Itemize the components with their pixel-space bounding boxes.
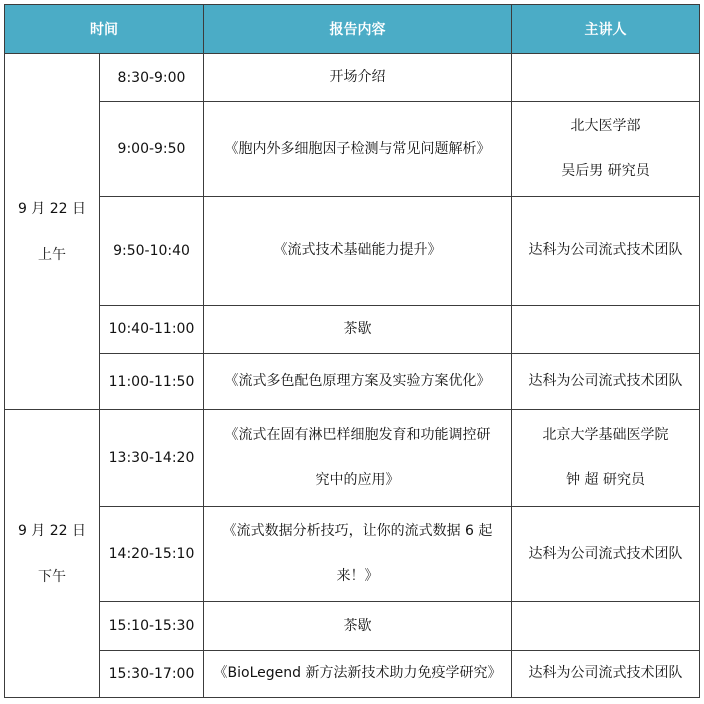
table-row bbox=[5, 650, 700, 697]
session-period: 下午 bbox=[38, 568, 66, 585]
header-row bbox=[5, 5, 700, 54]
session-cell-morning bbox=[5, 54, 100, 410]
title-line: 《流式在固有淋巴样细胞发育和功能调控研 bbox=[224, 426, 491, 443]
title-cell bbox=[204, 54, 512, 102]
table-row bbox=[5, 602, 700, 650]
table-row bbox=[5, 353, 700, 409]
speaker-cell bbox=[512, 102, 700, 197]
speaker-cell bbox=[512, 353, 700, 409]
session-date: 9 月 22 日 bbox=[17, 522, 87, 539]
speaker-cell bbox=[512, 305, 700, 353]
table-row bbox=[5, 102, 700, 197]
speaker-cell bbox=[512, 410, 700, 507]
title-cell bbox=[204, 196, 512, 305]
table-row bbox=[5, 410, 700, 507]
time-cell: 9:00-9:50 bbox=[100, 102, 204, 197]
speaker-line: 达科为公司流式技术团队 bbox=[528, 665, 683, 682]
speaker-line: 钟 超 研究员 bbox=[566, 471, 645, 488]
table-row bbox=[5, 54, 700, 102]
time-cell: 8:30-9:00 bbox=[100, 54, 204, 102]
title-cell bbox=[204, 102, 512, 197]
title-cell bbox=[204, 305, 512, 353]
speaker-line: 达科为公司流式技术团队 bbox=[528, 242, 683, 259]
speaker-cell bbox=[512, 602, 700, 650]
header-time: 时间 bbox=[5, 5, 204, 54]
time-cell: 10:40-11:00 bbox=[100, 305, 204, 353]
title-cell bbox=[204, 506, 512, 602]
session-cell-afternoon bbox=[5, 410, 100, 698]
title-line: 茶歇 bbox=[343, 617, 372, 634]
time-cell: 15:10-15:30 bbox=[100, 602, 204, 650]
title-line: 开场介绍 bbox=[329, 69, 386, 86]
session-period: 上午 bbox=[38, 246, 66, 263]
table-row bbox=[5, 506, 700, 602]
time-cell: 11:00-11:50 bbox=[100, 353, 204, 409]
session-date: 9 月 22 日 bbox=[17, 200, 87, 217]
table-row bbox=[5, 305, 700, 353]
title-line: 《流式数据分析技巧，让你的流式数据 6 起 bbox=[222, 523, 493, 540]
title-cell bbox=[204, 602, 512, 650]
table-row bbox=[5, 196, 700, 305]
speaker-cell bbox=[512, 54, 700, 102]
title-cell bbox=[204, 650, 512, 697]
title-line: 《流式技术基础能力提升》 bbox=[273, 242, 442, 259]
title-line: 茶歇 bbox=[343, 320, 372, 337]
title-cell bbox=[204, 410, 512, 507]
title-line: 《BioLegend 新方法新技术助力免疫学研究》 bbox=[213, 665, 502, 682]
speaker-line: 北京大学基础医学院 bbox=[542, 426, 669, 443]
title-line: 来！》 bbox=[336, 568, 379, 585]
title-line: 《胞内外多细胞因子检测与常见问题解析》 bbox=[224, 140, 491, 157]
time-cell: 9:50-10:40 bbox=[100, 196, 204, 305]
header-content: 报告内容 bbox=[204, 5, 512, 54]
speaker-cell bbox=[512, 650, 700, 697]
time-cell: 15:30-17:00 bbox=[100, 650, 204, 697]
speaker-cell bbox=[512, 196, 700, 305]
speaker-cell bbox=[512, 506, 700, 602]
time-cell: 13:30-14:20 bbox=[100, 410, 204, 507]
speaker-line: 达科为公司流式技术团队 bbox=[528, 545, 683, 562]
time-cell: 14:20-15:10 bbox=[100, 506, 204, 602]
speaker-line: 吴后男 研究员 bbox=[561, 163, 650, 180]
speaker-line: 北大医学部 bbox=[570, 118, 641, 135]
speaker-line: 达科为公司流式技术团队 bbox=[528, 373, 683, 390]
header-speaker: 主讲人 bbox=[512, 5, 700, 54]
title-cell bbox=[204, 353, 512, 409]
title-line: 《流式多色配色原理方案及实验方案优化》 bbox=[224, 373, 491, 390]
schedule-table bbox=[4, 4, 700, 698]
title-line: 究中的应用》 bbox=[315, 471, 400, 488]
